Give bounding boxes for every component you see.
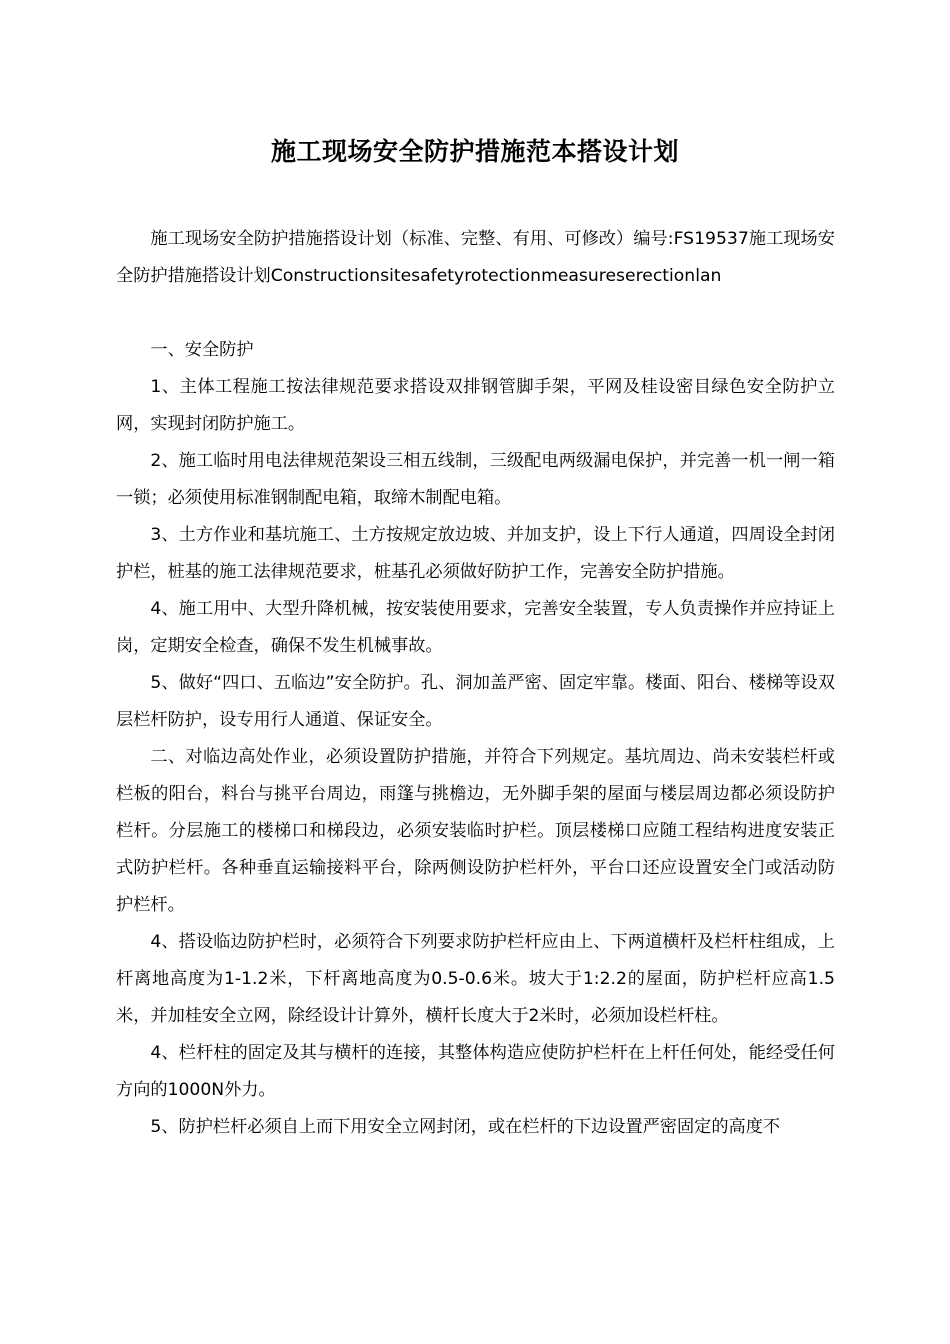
intro-paragraph: 施工现场安全防护措施搭设计划（标准、完整、有用、可修改）编号:FS19537施工现场安全防护措施搭设计划Constructionsitesafetyrotectionmeasureserectionlan: [116, 229, 835, 286]
paragraph-railing-requirements: 4、搭设临边防护栏时，必须符合下列要求防护栏杆应由上、下两道横杆及栏杆柱组成，上杆离地高度为1-1.2米，下杆离地高度为0.5-0.6米。坡大于1:2.2的屋面，防护栏杆应高1.5米，并加桂安全立网，除经设计计算外，横杆长度大于2米时，必须加设栏杆柱。: [116, 932, 835, 1026]
section-edge-protection: 二、对临边高处作业，必须设置防护措施，并符合下列规定。基坑周边、尚未安装栏杆或栏板的阳台，料台与挑平台周边，雨篷与挑檐边，无外脚手架的屋面与楼层周边都必须设防护栏杆。分层施工的楼梯口和梯段边，必须安装临时护栏。顶层楼梯口应随工程结构进度安装正式防护栏杆。各种垂直运输接料平台，除两侧设防护栏杆外，平台口还应设置安全门或活动防护栏杆。: [116, 747, 835, 915]
paragraph-safety-net: 5、防护栏杆必须自上而下用安全立网封闭，或在栏杆的下边设置严密固定的高度不: [150, 1117, 781, 1137]
document-body: [116, 332, 835, 1146]
document-intro: [116, 221, 835, 295]
section-heading-safety: 一、安全防护: [150, 340, 254, 360]
paragraph-item-4: 4、施工用中、大型升降机械，按安装使用要求，完善安全装置，专人负责操作并应持证上岗，定期安全检查，确保不发生机械事故。: [116, 599, 835, 656]
document-title: 施工现场安全防护措施范本搭设计划: [270, 137, 679, 166]
paragraph-item-2: 2、施工临时用电法律规范架设三相五线制，三级配电两级漏电保护，并完善一机一闸一箱一锁；必须使用标准钢制配电箱，取缔木制配电箱。: [116, 451, 835, 508]
paragraph-item-1: 1、主体工程施工按法律规范要求搭设双排钢管脚手架，平网及桂设密目绿色安全防护立网，实现封闭防护施工。: [116, 377, 835, 434]
paragraph-railing-post: 4、栏杆柱的固定及其与横杆的连接，其整体构造应使防护栏杆在上杆任何处，能经受任何方向的1000N外力。: [116, 1043, 835, 1100]
paragraph-item-3: 3、土方作业和基坑施工、土方按规定放边坡、并加支护，设上下行人通道，四周设全封闭护栏，桩基的施工法律规范要求，桩基孔必须做好防护工作，完善安全防护措施。: [116, 525, 835, 582]
paragraph-item-5: 5、做好“四口、五临边”安全防护。孔、洞加盖严密、固定牢靠。楼面、阳台、楼梯等设双层栏杆防护，设专用行人通道、保证安全。: [116, 673, 835, 730]
